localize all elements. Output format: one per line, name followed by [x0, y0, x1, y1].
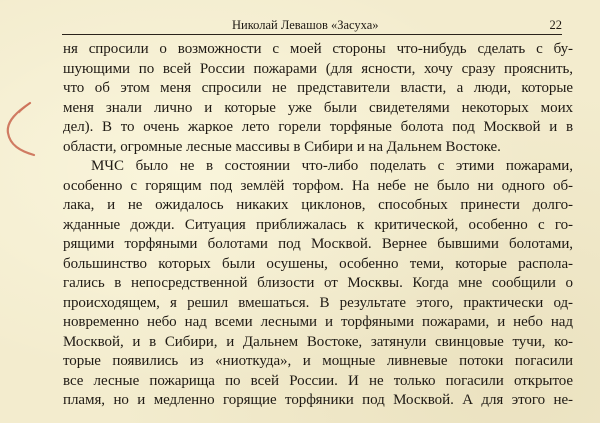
pencil-margin-mark: [0, 95, 40, 165]
text-line: шующими по всей России пожарами (для ясности, хочу сразу прояснить,: [63, 60, 573, 77]
text-line: Москвой, и в Сибири, и Дальнем Востоке, затянули свинцовые тучи, ко-: [63, 333, 573, 350]
text-line: особенно с горящим под землёй торфом. На небе не было ни одного об-: [63, 177, 573, 194]
text-line: лака, и не ожидалось никаких циклонов, способных принести долго-: [63, 197, 573, 213]
text-line: что об этом меня спросили не представители власти, а люди, которые: [63, 80, 573, 96]
running-header-title: Николай Левашов «Засуха»: [232, 18, 379, 32]
text-line: рящими торфяными болотами под Москвой. Вернее бывшими болотами,: [63, 236, 573, 252]
text-line: новременно небо над всеми лесными и торфяными пожарами, и небо над: [63, 314, 573, 330]
text-line: большинство которых были осушены, особенно теми, которые распола-: [63, 255, 573, 272]
text-line: гались в непосредственной близости от Москвы. Когда мне сообщили о: [63, 275, 573, 291]
text-line: все лесные пожарища по всей России. И не только погасили открытое: [63, 372, 573, 389]
body-text: [63, 40, 573, 411]
page-number: 22: [549, 18, 562, 32]
text-line: области, огромные лесные массивы в Сибири и на Дальнем Востоке.: [63, 138, 501, 155]
text-line: торые появились из «ниоткуда», и мощные ливневые потоки погасили: [63, 353, 573, 369]
header-rule: [62, 34, 562, 35]
text-line: ня спросили о возможности с моей стороны что-нибудь сделать с бу-: [63, 41, 573, 57]
text-line: жданные дожди. Ситуация приближалась к критической, особенно с го-: [63, 216, 573, 233]
text-line: происходящем, я решил вмешаться. В результате этого, практически од-: [63, 294, 573, 311]
text-line: МЧС было не в состоянии что-либо поделать с этими пожарами,: [91, 158, 573, 174]
running-header: [62, 14, 562, 36]
paragraph-1: [63, 40, 573, 157]
text-line: меня знали лично и которые уже были свидетелями некоторых моих: [63, 99, 573, 116]
text-line: дел). В то очень жаркое лето горели торфяные болота под Москвой и в: [63, 119, 573, 135]
text-line: пламя, но и медленно горящие торфяники под Москвой. А для этого не-: [63, 392, 573, 408]
paragraph-2: [63, 157, 573, 411]
